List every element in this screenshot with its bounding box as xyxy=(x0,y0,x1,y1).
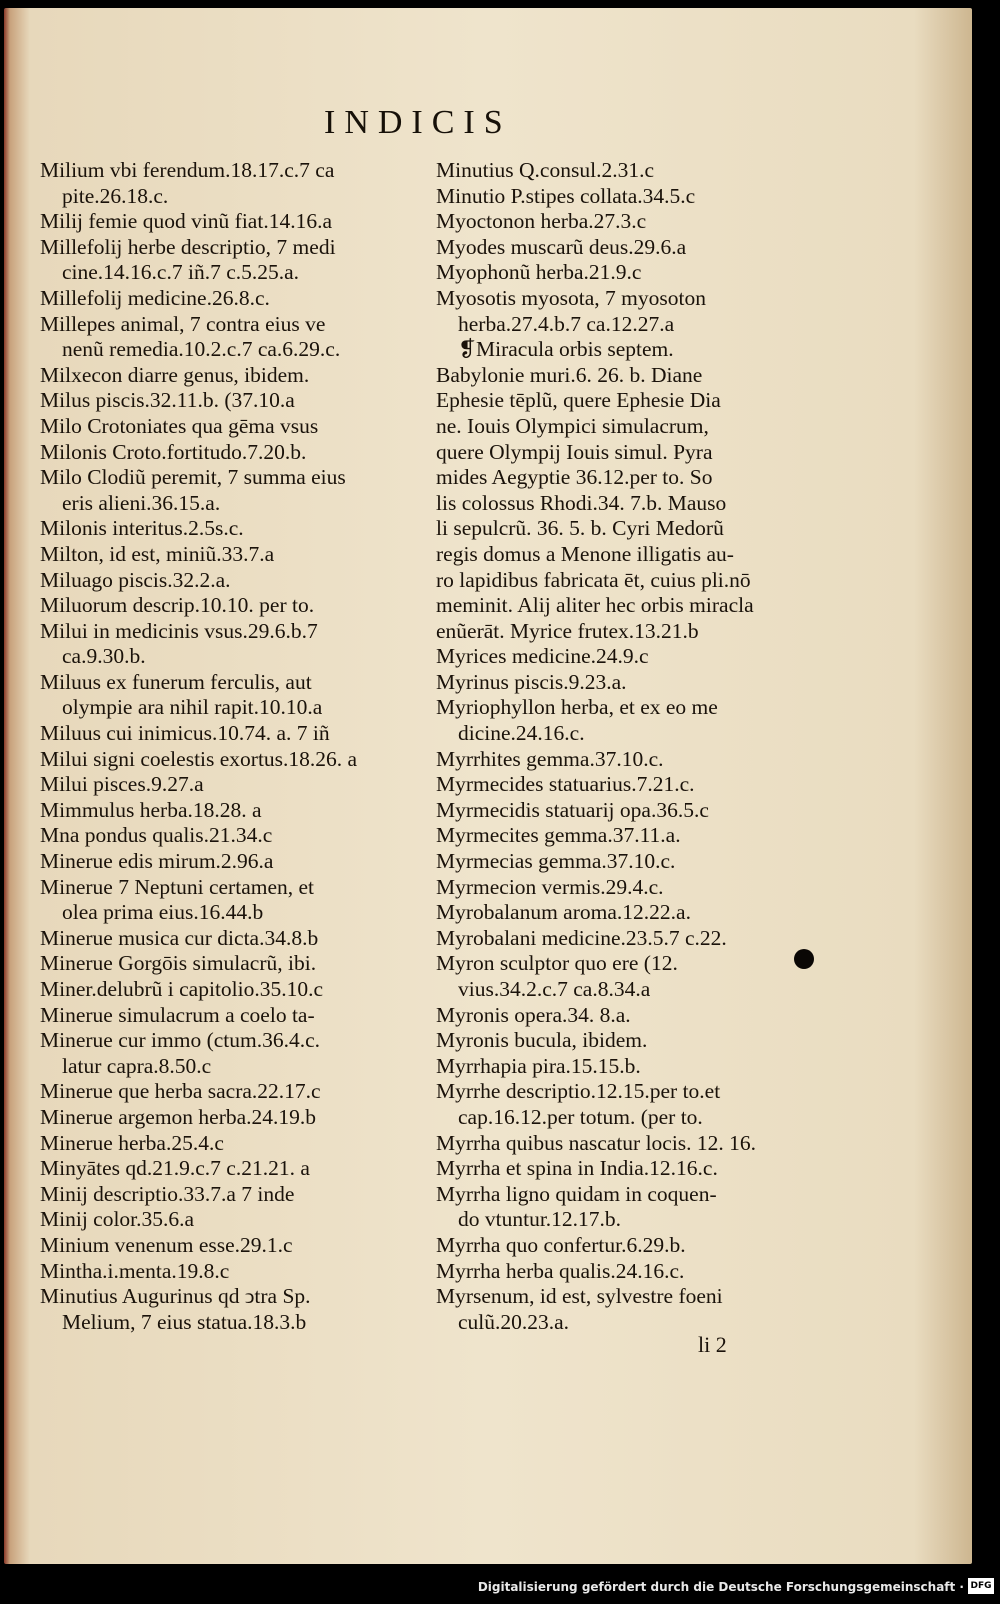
index-entry: Myodes muscarũ deus.29.6.a xyxy=(436,234,687,259)
index-entry: Myrmecides statuarius.7.21.c. xyxy=(436,772,695,797)
index-entry: quere Olympij Iouis simul. Pyra xyxy=(436,439,713,464)
index-entry: Myrmecion vermis.29.4.c. xyxy=(436,874,664,899)
index-entry: nenũ remedia.10.2.c.7 ca.6.29.c. xyxy=(62,337,341,362)
index-entry: Myoctonon herba.27.3.c xyxy=(436,209,647,234)
index-entry: ❡Miracula orbis septem. xyxy=(458,337,674,362)
index-entry: Myrrha quo confertur.6.29.b. xyxy=(436,1232,686,1257)
index-entry: ca.9.30.b. xyxy=(62,644,146,669)
index-entry: cap.16.12.per totum. (per to. xyxy=(458,1104,703,1129)
index-entry: Milonis interitus.2.5s.c. xyxy=(40,516,244,541)
index-entry: Milonis Croto.fortitudo.7.20.b. xyxy=(40,439,307,464)
index-entry: lis colossus Rhodi.34. 7.b. Mauso xyxy=(436,490,727,515)
index-entry: herba.27.4.b.7 ca.12.27.a xyxy=(458,311,675,336)
index-entry: Minerue 7 Neptuni certamen, et xyxy=(40,874,315,899)
index-entry: Milui pisces.9.27.a xyxy=(40,772,204,797)
index-entry: Minyātes qd.21.9.c.7 c.21.21. a xyxy=(40,1156,310,1181)
index-entry: Myrrha ligno quidam in coquen- xyxy=(436,1181,717,1206)
index-entry: Milui in medicinis vsus.29.6.b.7 xyxy=(40,618,318,643)
index-entry: Melium, 7 eius statua.18.3.b xyxy=(62,1309,307,1334)
index-entry: eris alieni.36.15.a. xyxy=(62,490,221,515)
index-entry: Milo Crotoniates qua gēma vsus xyxy=(40,413,319,438)
index-entry: Milo Clodiũ peremit, 7 summa eius xyxy=(40,465,346,490)
index-entry: olympie ara nihil rapit.10.10.a xyxy=(62,695,323,720)
index-entry: Myron sculptor quo ere (12. xyxy=(436,951,678,976)
index-entry: Miluago piscis.32.2.a. xyxy=(40,567,231,592)
index-entry: Myrrhapia pira.15.15.b. xyxy=(436,1053,641,1078)
index-entry: Milui signi coelestis exortus.18.26. a xyxy=(40,746,358,771)
index-column-left xyxy=(40,158,428,1335)
index-entry: Myrrha quibus nascatur locis. 12. 16. xyxy=(436,1130,757,1155)
index-entry: cine.14.16.c.7 iñ.7 c.5.25.a. xyxy=(62,260,300,285)
index-entry: Minium venenum esse.29.1.c xyxy=(40,1232,293,1257)
book-page xyxy=(4,8,972,1564)
index-entry: mides Aegyptie 36.12.per to. So xyxy=(436,465,713,490)
index-entry: Myophonũ herba.21.9.c xyxy=(436,260,642,285)
index-entry: Myrrhites gemma.37.10.c. xyxy=(436,746,664,771)
index-entry: latur capra.8.50.c xyxy=(62,1053,212,1078)
index-entry: Minerue argemon herba.24.19.b xyxy=(40,1104,317,1129)
index-entry: Myronis opera.34. 8.a. xyxy=(436,1002,631,1027)
index-entry: Myrmecias gemma.37.10.c. xyxy=(436,849,676,874)
index-entry: Minutius Q.consul.2.31.c xyxy=(436,158,654,182)
index-entry: Myrsenum, id est, sylvestre foeni xyxy=(436,1284,723,1309)
index-entry: Myrrha herba qualis.24.16.c. xyxy=(436,1258,685,1283)
index-entry: Myronis bucula, ibidem. xyxy=(436,1028,648,1053)
running-head: INDICIS xyxy=(324,104,512,141)
index-entry: regis domus a Menone illigatis au- xyxy=(436,541,734,566)
index-entry: Minerue que herba sacra.22.17.c xyxy=(40,1079,321,1104)
index-entry: li sepulcrũ. 36. 5. b. Cyri Medorũ xyxy=(436,516,724,541)
page-signature: li 2 xyxy=(698,1332,727,1357)
index-entry: ro lapidibus fabricata ēt, cuius pli.nō xyxy=(436,567,751,592)
footer-credit: Digitalisierung gefördert durch die Deutsche Forschungsgemeinschaft · xyxy=(477,1580,964,1594)
index-entry: Minerue cur immo (ctum.36.4.c. xyxy=(40,1028,321,1053)
index-entry: culũ.20.23.a. xyxy=(458,1309,570,1334)
index-entry: Minij descriptio.33.7.a 7 inde xyxy=(40,1181,295,1206)
index-entry: Myriophyllon herba, et ex eo me xyxy=(436,695,718,720)
index-entry: Minerue edis mirum.2.96.a xyxy=(40,849,274,874)
index-entry: Myrobalani medicine.23.5.7 c.22. xyxy=(436,925,727,950)
index-entry: Mintha.i.menta.19.8.c xyxy=(40,1258,230,1283)
index-entry: Milton, id est, miniũ.33.7.a xyxy=(40,541,275,566)
index-entry: Milxecon diarre genus, ibidem. xyxy=(40,362,310,387)
index-entry: meminit. Alij aliter hec orbis miracla xyxy=(436,593,754,618)
index-entry: Ephesie tēplũ, quere Ephesie Dia xyxy=(436,388,721,413)
index-entry: Millepes animal, 7 contra eius ve xyxy=(40,311,326,336)
ink-blot xyxy=(794,949,814,969)
index-entry: Miluus cui inimicus.10.74. a. 7 iñ xyxy=(40,721,330,746)
index-entry: Milij femie quod vinũ fiat.14.16.a xyxy=(40,209,332,234)
index-entry: olea prima eius.16.44.b xyxy=(62,900,264,925)
index-entry: ne. Iouis Olympici simulacrum, xyxy=(436,413,709,438)
index-entry: Miluorum descrip.10.10. per to. xyxy=(40,593,315,618)
index-entry: Miluus ex funerum ferculis, aut xyxy=(40,669,312,694)
index-entry: Myrices medicine.24.9.c xyxy=(436,644,649,669)
index-entry: pite.26.18.c. xyxy=(62,183,169,208)
index-entry: Minutius Augurinus qd ↄtra Sp. xyxy=(40,1284,311,1309)
index-entry: Minerue herba.25.4.c xyxy=(40,1130,224,1155)
index-entry: Millefolij herbe descriptio, 7 medi xyxy=(40,234,336,259)
index-entry: Babylonie muri.6. 26. b. Diane xyxy=(436,362,703,387)
index-entry: Milus piscis.32.11.b. (37.10.a xyxy=(40,388,295,413)
index-entry: do vtuntur.12.17.b. xyxy=(458,1207,622,1232)
index-entry: Myrinus piscis.9.23.a. xyxy=(436,669,627,694)
index-entry: Millefolij medicine.26.8.c. xyxy=(40,285,270,310)
index-entry: Mna pondus qualis.21.34.c xyxy=(40,823,273,848)
index-entry: enũerāt. Myrice frutex.13.21.b xyxy=(436,618,699,643)
index-column-right xyxy=(436,158,816,1335)
index-entry: Minij color.35.6.a xyxy=(40,1207,195,1232)
index-entry: Mimmulus herba.18.28. a xyxy=(40,797,262,822)
index-entry: Minerue simulacrum a coelo ta- xyxy=(40,1002,315,1027)
index-entry: Minerue musica cur dicta.34.8.b xyxy=(40,925,319,950)
index-entry: Minutio P.stipes collata.34.5.c xyxy=(436,183,696,208)
index-entry: Myrobalanum aroma.12.22.a. xyxy=(436,900,691,925)
index-entry: vius.34.2.c.7 ca.8.34.a xyxy=(458,977,651,1001)
index-entry: dicine.24.16.c. xyxy=(458,721,585,746)
index-entry: Myosotis myosota, 7 myosoton xyxy=(436,285,706,310)
index-entry: Myrmecites gemma.37.11.a. xyxy=(436,823,681,848)
index-entry: Miner.delubrũ i capitolio.35.10.c xyxy=(40,977,324,1001)
dfg-logo-icon: DFG xyxy=(968,1578,994,1594)
index-entry: Myrmecidis statuarij opa.36.5.c xyxy=(436,797,709,822)
footer-bar xyxy=(0,1572,1000,1604)
index-entry: Myrrha et spina in India.12.16.c. xyxy=(436,1156,718,1181)
index-entry: Minerue Gorgōis simulacrũ, ibi. xyxy=(40,951,317,976)
index-entry: Milium vbi ferendum.18.17.c.7 ca xyxy=(40,158,335,182)
index-entry: Myrrhe descriptio.12.15.per to.et xyxy=(436,1079,721,1104)
